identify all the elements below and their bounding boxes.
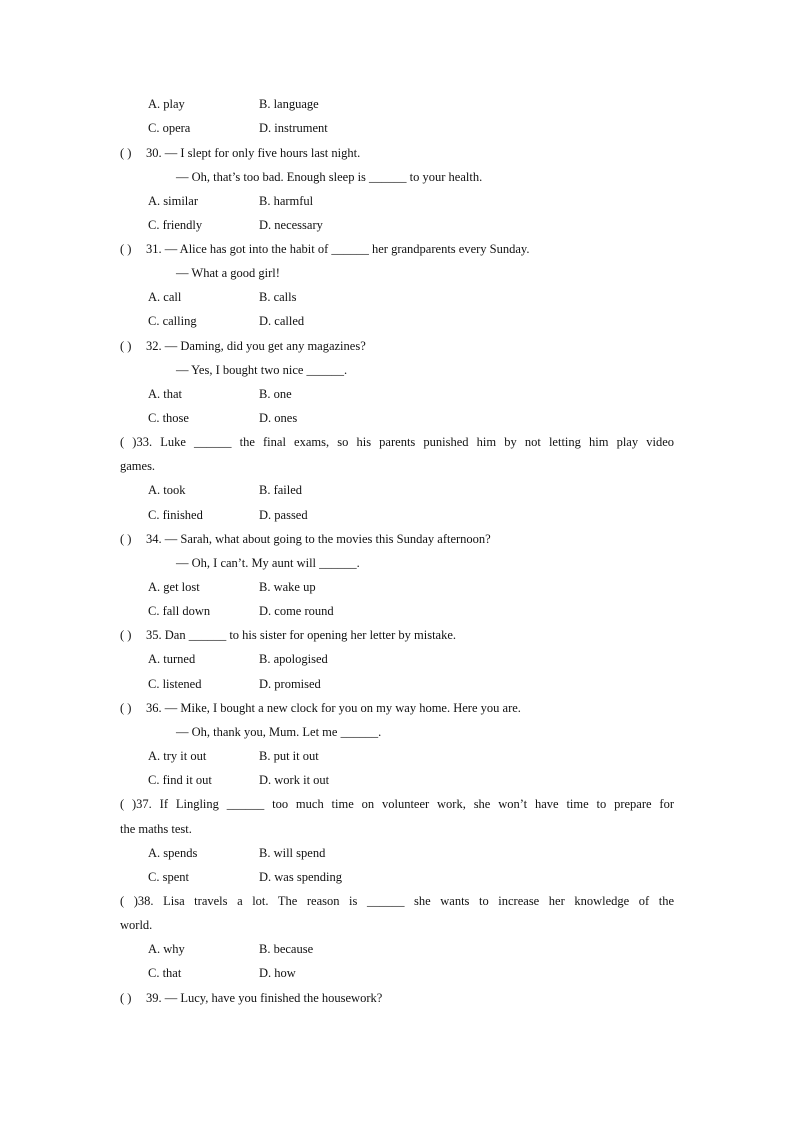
option-b: D. called (259, 314, 305, 328)
continuation-text: world. (120, 918, 153, 932)
option-a: A. call (148, 290, 182, 304)
option-a: A. that (148, 387, 183, 401)
dialogue-text: — Oh, I can’t. My aunt will ______. (176, 556, 360, 570)
options-row (0, 941, 794, 957)
option-b: B. will spend (259, 846, 326, 860)
question-text: ( )37. If Lingling ______ too much time on volunteer work, she won’t have time to prepare for (120, 797, 674, 811)
question-text: 31. — Alice has got into the habit of ______ her grandparents every Sunday. (146, 242, 530, 256)
options-row (0, 965, 794, 981)
dialogue-text: — Oh, thank you, Mum. Let me ______. (176, 725, 382, 739)
option-a: A. spends (148, 846, 198, 860)
question-line (0, 700, 794, 716)
option-b: D. ones (259, 411, 298, 425)
option-b: D. work it out (259, 773, 330, 787)
question-text: 39. — Lucy, have you finished the housework? (146, 991, 383, 1005)
question-line (0, 796, 794, 812)
option-b: D. instrument (259, 121, 328, 135)
dialogue-text: — Yes, I bought two nice ______. (176, 363, 348, 377)
continuation-line (0, 917, 794, 933)
option-b: B. wake up (259, 580, 316, 594)
option-a: C. spent (148, 870, 189, 884)
options-row (0, 651, 794, 667)
option-a: A. took (148, 483, 186, 497)
options-row (0, 386, 794, 402)
options-row (0, 676, 794, 692)
options-row (0, 96, 794, 112)
dialogue-text: — Oh, that’s too bad. Enough sleep is ______ to your health. (176, 170, 483, 184)
option-b: B. failed (259, 483, 303, 497)
answer-blank: ( ) (120, 146, 132, 160)
option-a: C. listened (148, 677, 202, 691)
question-line (0, 338, 794, 354)
option-a: A. why (148, 942, 185, 956)
option-b: B. one (259, 387, 292, 401)
answer-blank: ( ) (120, 991, 132, 1005)
options-row (0, 289, 794, 305)
option-a: C. calling (148, 314, 197, 328)
question-text: 36. — Mike, I bought a new clock for you on my way home. Here you are. (146, 701, 521, 715)
option-b: D. necessary (259, 218, 323, 232)
options-row (0, 603, 794, 619)
dialogue-line (0, 169, 794, 185)
dialogue-line (0, 724, 794, 740)
dialogue-line (0, 555, 794, 571)
question-line (0, 990, 794, 1006)
answer-blank: ( ) (120, 242, 132, 256)
option-a: C. fall down (148, 604, 211, 618)
question-text: 32. — Daming, did you get any magazines? (146, 339, 366, 353)
question-text: 34. — Sarah, what about going to the movies this Sunday afternoon? (146, 532, 491, 546)
option-a: A. try it out (148, 749, 207, 763)
question-text: 30. — I slept for only five hours last night. (146, 146, 361, 160)
option-b: B. language (259, 97, 319, 111)
dialogue-text: — What a good girl! (176, 266, 280, 280)
options-row (0, 217, 794, 233)
option-a: C. finished (148, 508, 203, 522)
option-b: D. how (259, 966, 296, 980)
answer-blank: ( ) (120, 701, 132, 715)
option-b: B. apologised (259, 652, 328, 666)
options-row (0, 193, 794, 209)
answer-blank: ( ) (120, 628, 132, 642)
continuation-text: the maths test. (120, 822, 192, 836)
question-line (0, 531, 794, 547)
option-b: D. passed (259, 508, 308, 522)
options-row (0, 748, 794, 764)
question-line (0, 145, 794, 161)
dialogue-line (0, 265, 794, 281)
option-a: C. find it out (148, 773, 212, 787)
options-row (0, 313, 794, 329)
option-a: C. that (148, 966, 182, 980)
options-row (0, 482, 794, 498)
continuation-text: games. (120, 459, 156, 473)
options-row (0, 120, 794, 136)
question-line (0, 893, 794, 909)
options-row (0, 507, 794, 523)
answer-blank: ( ) (120, 532, 132, 546)
option-b: B. because (259, 942, 314, 956)
option-b: B. put it out (259, 749, 319, 763)
option-a: A. get lost (148, 580, 200, 594)
option-a: A. turned (148, 652, 196, 666)
option-b: D. was spending (259, 870, 342, 884)
option-b: B. calls (259, 290, 297, 304)
options-row (0, 410, 794, 426)
question-text: 35. Dan ______ to his sister for opening her letter by mistake. (146, 628, 457, 642)
option-a: A. play (148, 97, 185, 111)
option-b: D. promised (259, 677, 321, 691)
answer-blank: ( ) (120, 339, 132, 353)
question-text: ( )38. Lisa travels a lot. The reason is ______ she wants to increase her knowledge of the (120, 894, 674, 908)
dialogue-line (0, 362, 794, 378)
question-line (0, 627, 794, 643)
continuation-line (0, 458, 794, 474)
question-line (0, 241, 794, 257)
options-row (0, 845, 794, 861)
options-row (0, 869, 794, 885)
option-b: D. come round (259, 604, 334, 618)
continuation-line (0, 821, 794, 837)
option-b: B. harmful (259, 194, 314, 208)
question-text: ( )33. Luke ______ the final exams, so his parents punished him by not letting him play video (120, 435, 674, 449)
question-line (0, 434, 794, 450)
option-a: A. similar (148, 194, 198, 208)
options-row (0, 579, 794, 595)
option-a: C. friendly (148, 218, 203, 232)
option-a: C. opera (148, 121, 191, 135)
option-a: C. those (148, 411, 189, 425)
options-row (0, 772, 794, 788)
